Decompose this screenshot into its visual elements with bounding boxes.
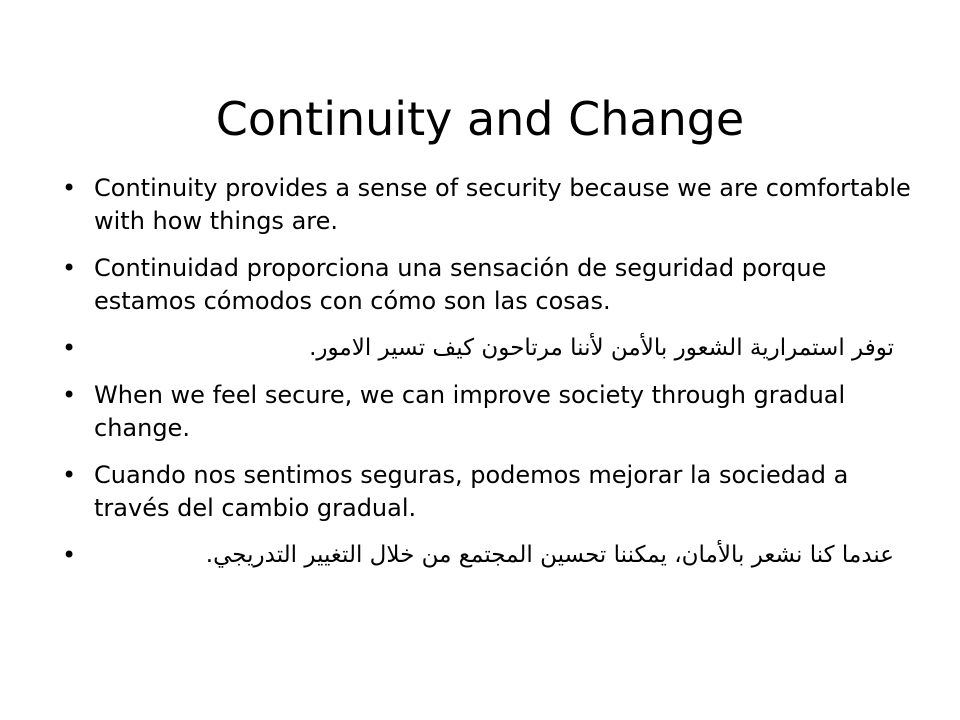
bullet-text-english-continuity: Continuity provides a sense of security because we are comfortable with how things are.: [94, 174, 911, 235]
bullet-item: [62, 172, 912, 238]
bullet-icon: •: [62, 541, 77, 569]
bullet-item: [62, 379, 912, 445]
bullet-icon: •: [62, 334, 77, 362]
bullet-list: [62, 172, 912, 586]
bullet-item: [62, 539, 912, 572]
bullet-item: [62, 459, 912, 525]
bullet-icon: •: [62, 174, 77, 202]
bullet-text-arabic-continuity: توفر استمرارية الشعور بالأمن لأننا مرتاحون كيف تسير الامور.: [309, 335, 894, 361]
bullet-text-arabic-change: عندما كنا نشعر بالأمان، يمكننا تحسين المجتمع من خلال التغيير التدريجي.: [205, 542, 894, 568]
slide-title: Continuity and Change: [215, 91, 745, 146]
bullet-text-spanish-continuity: Continuidad proporciona una sensación de seguridad porque estamos cómodos con cómo son las cosas.: [94, 254, 827, 315]
bullet-item: [62, 252, 912, 318]
bullet-icon: •: [62, 461, 77, 489]
bullet-icon: •: [62, 381, 77, 409]
bullet-icon: •: [62, 254, 77, 282]
bullet-item: [62, 332, 912, 365]
bullet-text-english-change: When we feel secure, we can improve society through gradual change.: [94, 381, 846, 442]
bullet-text-spanish-change: Cuando nos sentimos seguras, podemos mejorar la sociedad a través del cambio gradual.: [94, 461, 849, 522]
